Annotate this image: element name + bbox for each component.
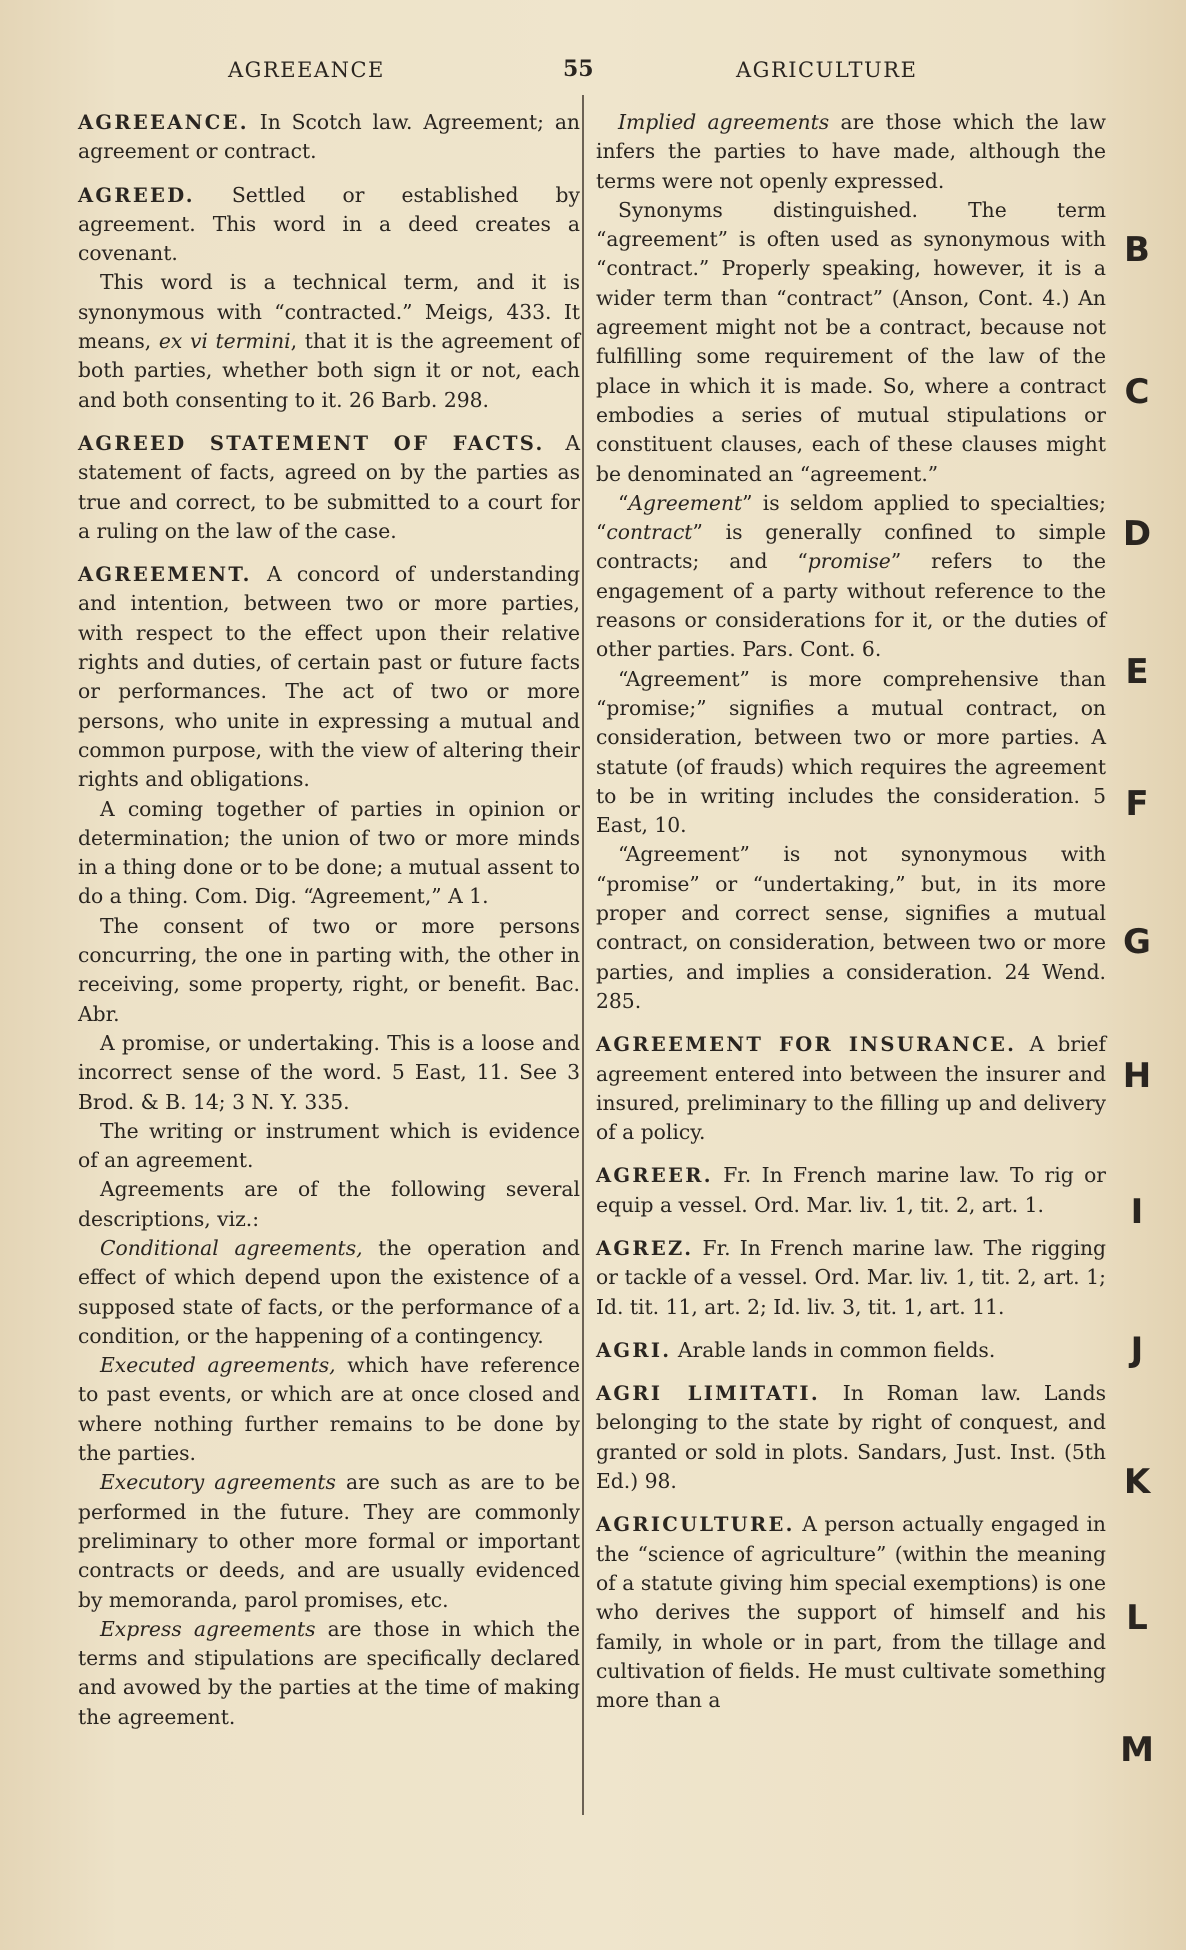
left-column <box>78 108 580 1732</box>
entry-text: In Scotch law. Agreement; an agreement or contract. <box>78 110 580 164</box>
entry-agreement-for-insurance <box>596 1030 1106 1147</box>
entry-text: In Roman law. Lands belonging to the state by right of conquest, and granted or sold in plots. Sandars, Just. Inst. (5th Ed.) 98. <box>596 1381 1107 1494</box>
running-head-left: AGREEANCE <box>228 58 385 82</box>
entry-headword: AGRI. <box>596 1338 672 1362</box>
entry-text: Fr. In French marine law. The rigging or tackle of a vessel. Ord. Mar. liv. 1, tit. 2, art. 1; Id. tit. 11, art. 2; Id. liv. 3, tit. 1, art. 11. <box>596 1235 1106 1319</box>
entry-paragraph: “Agreement” is more comprehensive than “promise;” signifies a mutual contract, on consideration, between two or more parties. A statute (of frauds) which requires the agreement to be in writing includes the consideration. 5 East, 10. <box>596 666 1106 838</box>
thumb-tab-i[interactable]: I <box>1130 1192 1144 1232</box>
entry-paragraph: “Agreement” is not synonymous with “promise” or “undertaking,” but, in its more proper and correct sense, signifies a mutual contract, on consideration, between two or more parties, and implies a consideration. 24 Wend. 285. <box>596 842 1106 1013</box>
entry-paragraph: A coming together of parties in opinion or determination; the union of two or more minds in a thing done or to be done; a mutual assent to do a thing. Com. Dig. “Agreement,” A 1. <box>78 796 580 909</box>
entry-text: A brief agreement entered into between the insurer and insured, preliminary to the filling up and delivery of a policy. <box>596 1032 1106 1145</box>
running-head <box>0 52 1186 92</box>
thumb-tab-j[interactable]: J <box>1130 1330 1144 1370</box>
thumb-tab-k[interactable]: K <box>1123 1462 1151 1502</box>
entry-headword: AGREER. <box>596 1164 713 1188</box>
entry-text: Fr. In French marine law. To rig or equip a vessel. Ord. Mar. liv. 1, tit. 2, art. 1. <box>596 1163 1106 1217</box>
entry-paragraph: The writing or instrument which is evidence of an agreement. <box>78 1118 580 1173</box>
page-number: 55 <box>563 56 594 82</box>
entry-agriculture <box>596 1510 1106 1715</box>
entry-text: Arable lands in common fields. <box>671 1337 996 1362</box>
entry-paragraph: A promise, or undertaking. This is a loose and incorrect sense of the word. 5 East, 11. See 3 Brod. & B. 14; 3 N. Y. 335. <box>78 1030 580 1114</box>
thumb-tab-m[interactable]: M <box>1120 1730 1154 1770</box>
entry-paragraph-seldom: “Agreement” is seldom applied to specialties; “contract” is generally confined to simple contracts; and “promise” refers to the engagement of a party without reference to the reasons or considerations for it, or the duties of other parties. Pars. Cont. 6. <box>596 490 1106 662</box>
right-column <box>596 108 1106 1715</box>
entry-paragraph-executed: Executed agreements, which have reference to past events, or which are at once closed and where nothing further remains to be done by the parties. <box>78 1353 580 1466</box>
entry-agreed-statement-of-facts <box>78 429 580 546</box>
entry-paragraph: The consent of two or more persons concurring, the one in parting with, the other in receiving, some property, right, or benefit. Bac. Abr. <box>78 913 580 1026</box>
entry-headword: AGREED. <box>78 183 195 207</box>
thumb-tab-b[interactable]: B <box>1124 230 1150 270</box>
running-head-right: AGRICULTURE <box>736 58 918 82</box>
entry-agri-limitati <box>596 1379 1106 1496</box>
entry-text: Settled or established by agreement. This word in a deed creates a covenant. <box>78 182 580 266</box>
thumb-tab-h[interactable]: H <box>1122 1056 1152 1096</box>
entry-agreeance <box>78 108 580 167</box>
entry-paragraph: Agreements are of the following several descriptions, viz.: <box>78 1177 580 1231</box>
thumb-tab-g[interactable]: G <box>1123 922 1151 962</box>
entry-text: A concord of understanding and intention, between two or more parties, with respect to the effect upon their relative rights and duties, of certain past or future facts or performances. The act of two or more persons, who unite in expressing a mutual and common purpose, with the view of altering their rights and obligations. <box>78 562 580 792</box>
thumb-tab-d[interactable]: D <box>1122 514 1152 554</box>
thumb-tab-f[interactable]: F <box>1125 784 1149 824</box>
entry-paragraph-conditional: Conditional agreements, the operation and effect of which depend upon the existence of a supposed state of facts, or the performance of a condition, or the happening of a contingency. <box>78 1235 580 1348</box>
entry-headword: AGREEMENT FOR INSURANCE. <box>596 1033 1017 1057</box>
entry-agreement <box>78 560 580 794</box>
entry-agreed <box>78 181 580 269</box>
entry-paragraph-executory: Executory agreements are such as are to be performed in the future. They are commonly preliminary to other more formal or important contracts or deeds, and are usually evidenced by memoranda, parol promises, etc. <box>78 1470 580 1612</box>
entry-headword: AGREZ. <box>596 1236 694 1260</box>
entry-headword: AGRI LIMITATI. <box>596 1382 820 1406</box>
entry-text: A statement of facts, agreed on by the parties as true and correct, to be submitted to a court for a ruling on the law of the case. <box>78 430 580 543</box>
column-divider <box>582 95 584 1815</box>
entry-paragraph-synonyms: Synonyms distinguished. The term “agreement” is often used as synonymous with “contract.” Properly speaking, however, it is a wider term than “contract” (Anson, Cont. 4.) An agreement might not be a contract, because not fulfilling some requirement of the law of the place in which it is made. So, where a contract embodies a series of mutual stipulations or constituent clauses, each of these clauses might be denominated an “agreement.” <box>596 197 1106 486</box>
entry-text: A person actually engaged in the “science of agriculture” (within the meaning of a statute giving him special exemptions) is one who derives the support of himself and his family, in whole or in part, from the tillage and cultivation of fields. He must cultivate something more than a <box>596 1512 1106 1713</box>
thumb-tab-l[interactable]: L <box>1126 1598 1148 1638</box>
entry-headword: AGREEANCE. <box>78 111 249 134</box>
thumb-tab-e[interactable]: E <box>1125 652 1149 692</box>
entry-agrez <box>596 1234 1106 1322</box>
entry-headword: AGRICULTURE. <box>596 1513 795 1537</box>
entry-paragraph: This word is a technical term, and it is synonymous with “contracted.” Meigs, 433. It means, ex vi termini, that it is the agreement of both parties, whether both sign it or not, each and both consenting to it. 26 Barb. 298. <box>78 270 580 412</box>
entry-paragraph-implied: Implied agreements are those which the law infers the parties to have made, although the terms were not openly expressed. <box>596 110 1107 193</box>
entry-headword: AGREEMENT. <box>78 563 252 587</box>
thumb-index <box>1112 0 1172 1950</box>
entry-headword: AGREED STATEMENT OF FACTS. <box>78 431 545 455</box>
thumb-tab-c[interactable]: C <box>1124 372 1150 412</box>
entry-agri <box>596 1336 1106 1365</box>
entry-agreer <box>596 1161 1106 1220</box>
entry-paragraph-express: Express agreements are those in which the terms and stipulations are specifically declared and avowed by the parties at the time of making the agreement. <box>78 1616 580 1729</box>
